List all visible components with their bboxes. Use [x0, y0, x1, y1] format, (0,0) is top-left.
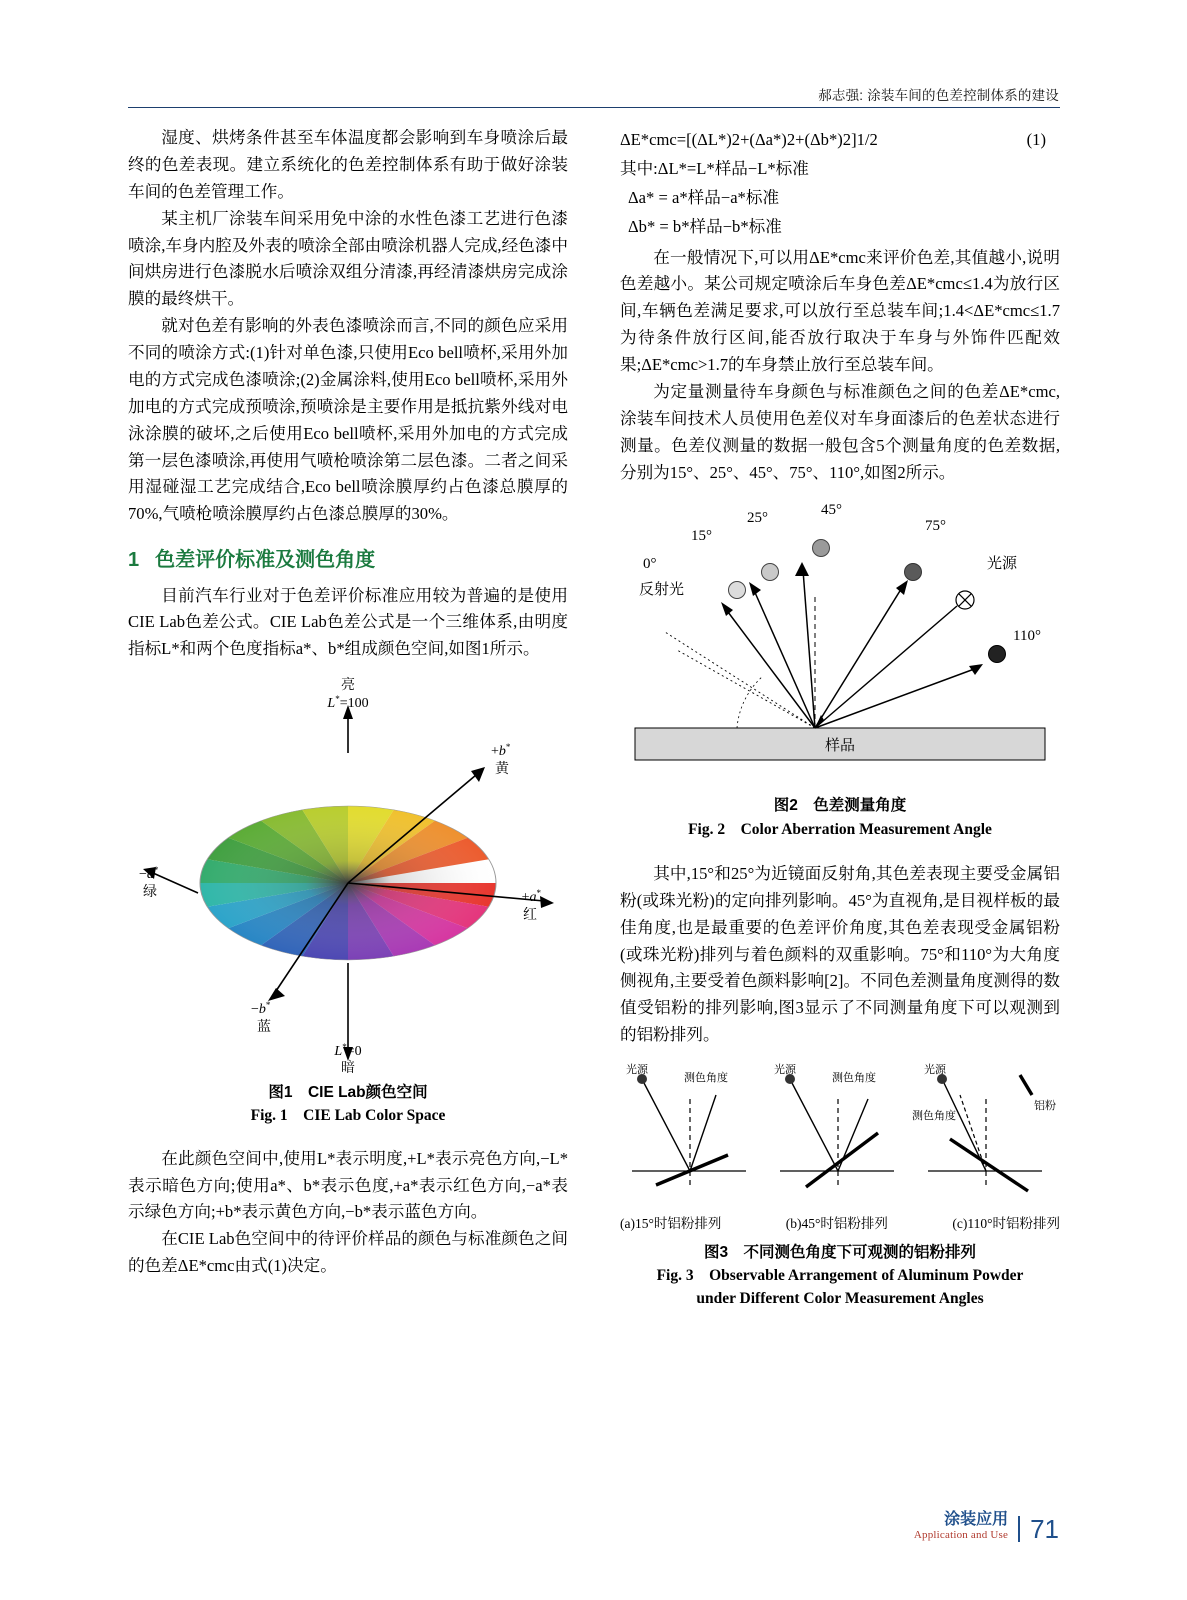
figure-3-caption-cn: 图3 不同测色角度下可观测的铝粉排列: [703, 1243, 977, 1261]
figure-1-graphic: [133, 673, 563, 1073]
figure-3-sub-c: (c)110°时铝粉排列: [952, 1216, 1060, 1231]
fig2-dot-15: [729, 582, 746, 599]
fig2-label-45: 45°: [821, 502, 842, 519]
page-footer: [914, 1511, 1059, 1542]
fig3b-label-light: 光源: [774, 1064, 796, 1076]
fig2-label-75: 75°: [925, 518, 946, 535]
section-number: 1: [128, 549, 140, 572]
fig3b-label-angle: 测色角度: [832, 1072, 876, 1084]
fig1-label-bottom-val: L*=0: [334, 1042, 362, 1060]
page-number: 71: [1018, 1516, 1059, 1542]
paragraph-l4: 目前汽车行业对于色差评价标准应用较为普遍的是使用CIE Lab色差公式。CIE Lab色差公式是一个三维体系,由明度指标L*和两个色度指标a*、b*组成颜色空间,如图1所示。: [128, 585, 568, 659]
fig1-label-minus-b: −b*: [251, 1000, 271, 1018]
formula-main: ΔE*cmc=[(ΔL*)2+(Δa*)2+(Δb*)2]1/2: [620, 130, 878, 149]
fig2-dot-75: [905, 564, 922, 581]
formula-delta-a: Δa* = a*样品−a*标准: [628, 187, 780, 207]
right-column: [620, 125, 1060, 1311]
paragraph-r1: 在一般情况下,可以用ΔE*cmc来评价色差,其值越小,说明色差越小。某公司规定喷涂后车身色差ΔE*cmc≤1.4为放行区间,车辆色差满足要求,可以放行至总装车间;1.4<ΔE*cmc≤1.7为待条件放行区间,能否放行取决于车身与外饰件匹配效果;ΔE*cmc>1.7的车身禁止放行至总装车间。: [620, 247, 1060, 374]
paragraph-l1: 湿度、烘烤条件甚至车体温度都会影响到车身喷涂后最终的色差表现。建立系统化的色差控制体系有助于做好涂装车间的色差管理工作。: [128, 128, 568, 201]
header-divider: [128, 107, 1060, 108]
figure-3-caption-en1: Fig. 3 Observable Arrangement of Aluminum Powder: [656, 1267, 1024, 1285]
fig3a-label-angle: 测色角度: [684, 1072, 728, 1084]
formula-number: (1): [1026, 130, 1046, 149]
figure-3-panel-b: [774, 1062, 894, 1189]
fig1-label-top-cn: 亮: [341, 678, 355, 694]
fig1-label-plus-a: +a*: [521, 888, 541, 906]
fig3a-label-light: 光源: [626, 1064, 648, 1076]
figure-1-caption-en: Fig. 1 CIE Lab Color Space: [250, 1107, 446, 1125]
figure-2-caption-cn: 图2 色差测量角度: [773, 797, 907, 815]
fig1-label-bottom-cn: 暗: [341, 1061, 355, 1074]
figure-3-caption-en2: under Different Color Measurement Angles: [696, 1290, 984, 1308]
fig2-label-15: 15°: [691, 528, 712, 545]
running-header: 郝志强: 涂装车间的色差控制体系的建设: [818, 88, 1059, 103]
formula-delta-l: 其中:ΔL*=L*样品−L*标准: [620, 158, 809, 178]
fig2-dot-110: [989, 646, 1006, 663]
fig2-label-25: 25°: [747, 510, 768, 527]
figure-1-caption-cn: 图1 CIE Lab颜色空间: [268, 1084, 428, 1102]
figure-3-graphic: [620, 1059, 1060, 1209]
footer-brand-cn: 涂装应用: [944, 1510, 1009, 1528]
figure-3: [620, 1059, 1060, 1311]
section-title: 色差评价标准及测色角度: [155, 549, 376, 572]
fig1-label-plus-b-cn: 黄: [495, 762, 509, 778]
fig3c-label-aluminum: 铝粉: [1034, 1100, 1056, 1112]
figure-2-graphic: [625, 500, 1055, 780]
paragraph-l3: 就对色差有影响的外表色漆喷涂而言,不同的颜色应采用不同的喷涂方式:(1)针对单色漆,只使用Eco bell喷杯,采用外加电的方式完成色漆喷涂;(2)金属涂料,使用Eco bell喷杯,采用外加电的方式完成预喷涂,预喷涂是主要作用是抵抗紫外线对电泳涂膜的破坏,之后使用Eco bell喷杯,采用外加电的方式完成第一层色漆喷涂,再使用气喷枪喷涂第二层色漆。二者之间采用湿碰湿工艺完成结合,Eco bell喷涂膜厚约占色漆总膜厚的70%,气喷枪喷涂膜厚约占色漆总膜厚的30%。: [128, 316, 568, 524]
paragraph-l6: 在CIE Lab色空间中的待评价样品的颜色与标准颜色之间的色差ΔE*cmc由式(1)决定。: [128, 1229, 568, 1276]
fig1-label-top-val: L*=100: [327, 694, 369, 712]
figure-3-panel-c: [912, 1062, 1056, 1191]
fig3c-label-light: 光源: [924, 1064, 946, 1076]
figure-3-sub-b: (b)45°时铝粉排列: [785, 1216, 888, 1231]
paragraph-r3: 其中,15°和25°为近镜面反射角,其色差表现主要受金属铝粉(或珠光粉)的定向排列影响。45°为直视角,是目视样板的最佳角度,也是最重要的色差评价角度,其色差表现受金属铝粉(或珠光粉)排列与着色颜料的双重影响。75°和110°为大角度侧视角,主要受着色颜料影响[2]。不同色差测量角度测得的数值受铝粉的排列影响,图3显示了不同测量角度下可以观测到的铝粉排列。: [620, 863, 1060, 1045]
section-heading: [128, 544, 568, 576]
fig2-label-0: 0°: [643, 556, 657, 573]
figure-3-panel-a: [626, 1062, 746, 1189]
fig1-label-minus-b-cn: 蓝: [257, 1020, 271, 1036]
figure-2: [620, 500, 1060, 841]
figure-2-caption-en: Fig. 2 Color Aberration Measurement Angle: [688, 820, 992, 838]
fig2-label-reflected: 反射光: [639, 582, 685, 599]
footer-brand-en: Application and Use: [913, 1529, 1009, 1542]
fig2-dot-45: [813, 540, 830, 557]
fig1-label-minus-a: −a*: [139, 865, 159, 883]
figure-3-caption: [620, 1241, 1060, 1311]
fig2-dot-25: [762, 564, 779, 581]
figure-1-caption: [128, 1081, 568, 1128]
fig1-label-plus-a-cn: 红: [523, 908, 537, 924]
paragraph-r2: 为定量测量待车身颜色与标准颜色之间的色差ΔE*cmc,涂装车间技术人员使用色差仪对车身面漆后的色差状态进行测量。色差仪测量的数据一般包含5个测量角度的色差数据,分别为15°、25°、45°、75°、110°,如图2所示。: [620, 381, 1060, 482]
paragraph-l5: 在此颜色空间中,使用L*表示明度,+L*表示亮色方向,−L*表示暗色方向;使用a*、b*表示色度,+a*表示红色方向,−a*表示绿色方向;+b*表示黄色方向,−b*表示蓝色方向。: [128, 1148, 568, 1222]
formula-main-row: [620, 127, 1060, 154]
footer-brand: [914, 1511, 1008, 1542]
figure-2-caption: [620, 794, 1060, 841]
paragraph-l2: 某主机厂涂装车间采用免中涂的水性色漆工艺进行色漆喷涂,车身内腔及外表的喷涂全部由喷涂机器人完成,经色漆中间烘房进行色漆脱水后喷涂双组分清漆,再经清漆烘房完成涂膜的最终烘干。: [128, 208, 568, 309]
fig1-label-minus-a-cn: 绿: [143, 885, 157, 901]
fig2-label-sample: 样品: [824, 738, 856, 755]
left-column: [128, 125, 568, 1280]
fig3c-label-angle: 测色角度: [912, 1110, 956, 1122]
figure-3-sub-a: (a)15°时铝粉排列: [620, 1216, 722, 1231]
fig1-label-plus-b: +b*: [491, 742, 511, 760]
figure-1: [128, 673, 568, 1128]
fig2-label-110: 110°: [1013, 628, 1041, 645]
fig2-label-light-source: 光源: [987, 556, 1018, 573]
formula-delta-b: Δb* = b*样品−b*标准: [628, 216, 782, 236]
